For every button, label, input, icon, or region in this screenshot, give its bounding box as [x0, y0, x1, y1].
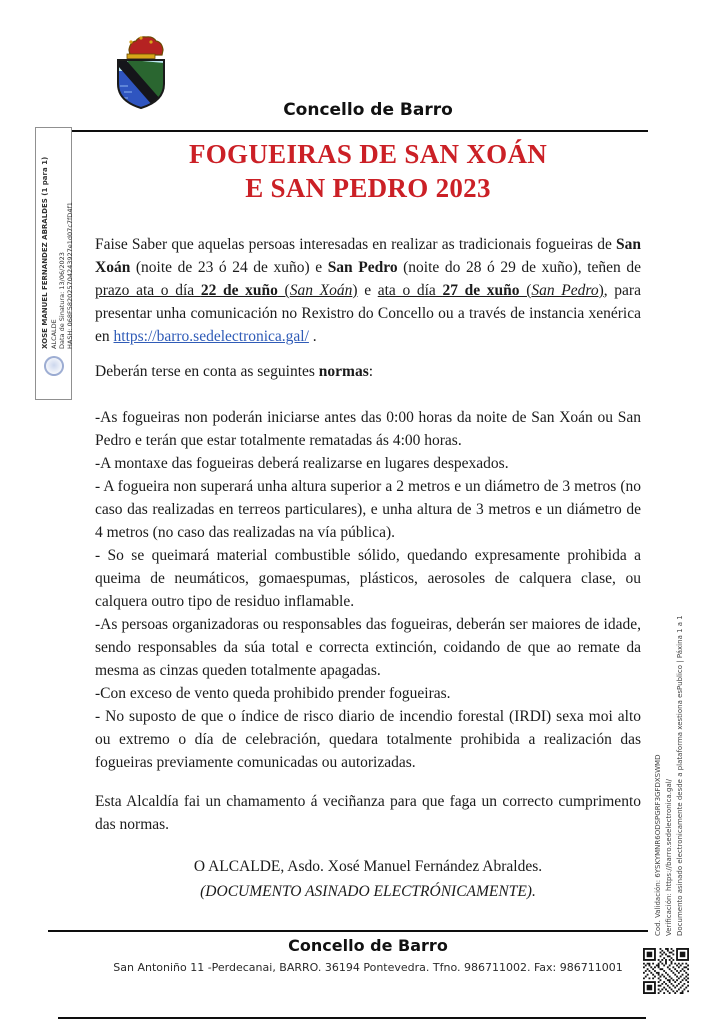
footer-address: San Antoniño 11 -Perdecanai, BARRO. 36194 Pontevedra. Tfno. 986711002. Fax: 986711001 [113, 961, 623, 974]
platform-note: Documento asinado electronicamente desde a plataforma xestiona esPublico | Páxina 1 a 1 [676, 615, 684, 936]
rule-item: -As fogueiras non poderán iniciarse antes das 0:00 horas da noite de San Xoán ou San Pedro e terán que estar totalmente rematadas ás 4:00 horas. [95, 409, 641, 449]
signature-electronic-note: (DOCUMENTO ASINADO ELECTRÓNICAMENTE). [200, 883, 536, 900]
sede-electronica-link[interactable]: https://barro.sedelectronica.gal/ [113, 328, 309, 345]
signature-margin-text [41, 131, 74, 349]
header-divider [48, 130, 648, 132]
page-title [95, 137, 641, 205]
signature-line: O ALCALDE, Asdo. Xosé Manuel Fernández Abraldes. [193, 858, 543, 875]
deadline-27-xuno: 27 de xuño [442, 282, 520, 299]
intro-text: Faise Saber que aquelas persoas interesadas en realizar as tradicionais fogueiras de [95, 236, 616, 253]
crown-shape [129, 37, 163, 55]
signer-name: XOSE MANUEL FERNANDEZ ABRALDES (1 para 1) [41, 156, 49, 349]
normas-intro: Deberán terse en conta as seguintes normas: [95, 363, 374, 380]
signature-date: Data de Sinatura: 13/06/2023 [58, 252, 66, 349]
closing-paragraph: Esta Alcaldía fai un chamamento á veciñanza para que faga un correcto cumprimento das normas. [95, 793, 641, 833]
rule-item: -As persoas organizadoras ou responsables das fogueiras, deberán ser maiores de idade, sendo responsables da súa total e correcta extinción, coidando de que ao remate da mesma as cinzas queden totalmente apagadas. [95, 616, 641, 679]
deadline-22-xuno: 22 de xuño [200, 282, 278, 299]
rule-item: - So se queimará material combustible sólido, quedando expresamente prohibida a queima de neumáticos, gomaespumas, plásticos, aerosoles de calquera clase, ou calquera outro tipo de residuo inflamable. [95, 547, 641, 610]
electronic-seal-icon [44, 356, 64, 376]
footer-org-name: Concello de Barro [288, 936, 448, 955]
rule-item: - A fogueira non superará unha altura superior a 2 metros e un diámetro de 3 metros (no caso das realizadas en terreos particulares), e unha altura de 3 metros e un diámetro de 4 metros (no caso das realizadas na vía pública). [95, 478, 641, 541]
qr-code-icon [643, 948, 689, 994]
san-xoan-bold: San Xoán [95, 236, 641, 276]
document-body [95, 233, 641, 904]
header-org-name: Concello de Barro [283, 100, 453, 120]
rules-list [95, 406, 641, 774]
footer-divider [48, 930, 648, 932]
page-bottom-border [58, 1017, 646, 1019]
validation-code: Cod. Validación: 6YSKYMNR6ODSPGRF3GFDXSWMD [654, 754, 662, 936]
page-title-line1: FOGUEIRAS DE SAN XOÁN [188, 139, 548, 169]
signer-role: ALCALDE [50, 319, 58, 349]
rule-item: - No suposto de que o índice de risco diario de incendio forestal (IRDI) sexa moi alto ou extremo o día de celebración, quedara totalmente prohibida a realización das fogueiras previamente comunicadas ou autorizadas. [95, 708, 641, 771]
page-title-line2: E SAN PEDRO 2023 [245, 173, 491, 203]
rule-item: -Con exceso de vento queda prohibido prender fogueiras. [95, 685, 451, 702]
san-pedro-bold: San Pedro [327, 259, 398, 276]
signature-hash: HASH: 068F582025704243927e1d07c7fD4f1 [66, 202, 74, 349]
validation-margin-text [653, 590, 686, 936]
rule-item: -A montaxe das fogueiras deberá realizarse en lugares despexados. [95, 455, 509, 472]
verification-url: Verificación: https://barro.sedelectronica.gal/ [665, 778, 673, 936]
signature-block [95, 854, 641, 904]
intro-paragraph: Faise Saber que aquelas persoas interesadas en realizar as tradicionais fogueiras de San Xoán (noite de 23 ó 24 de xuño) e San Pedro (noite do 28 ó 29 de xuño), teñen de prazo ata o día 22 de xuño (San Xoán) e ata o día 27 de xuño (San Pedro), para presentar unha comunicación no Rexistro do Concello ou a través de instancia xenérica en https://barro.sedelectronica.gal/ . [95, 236, 641, 345]
